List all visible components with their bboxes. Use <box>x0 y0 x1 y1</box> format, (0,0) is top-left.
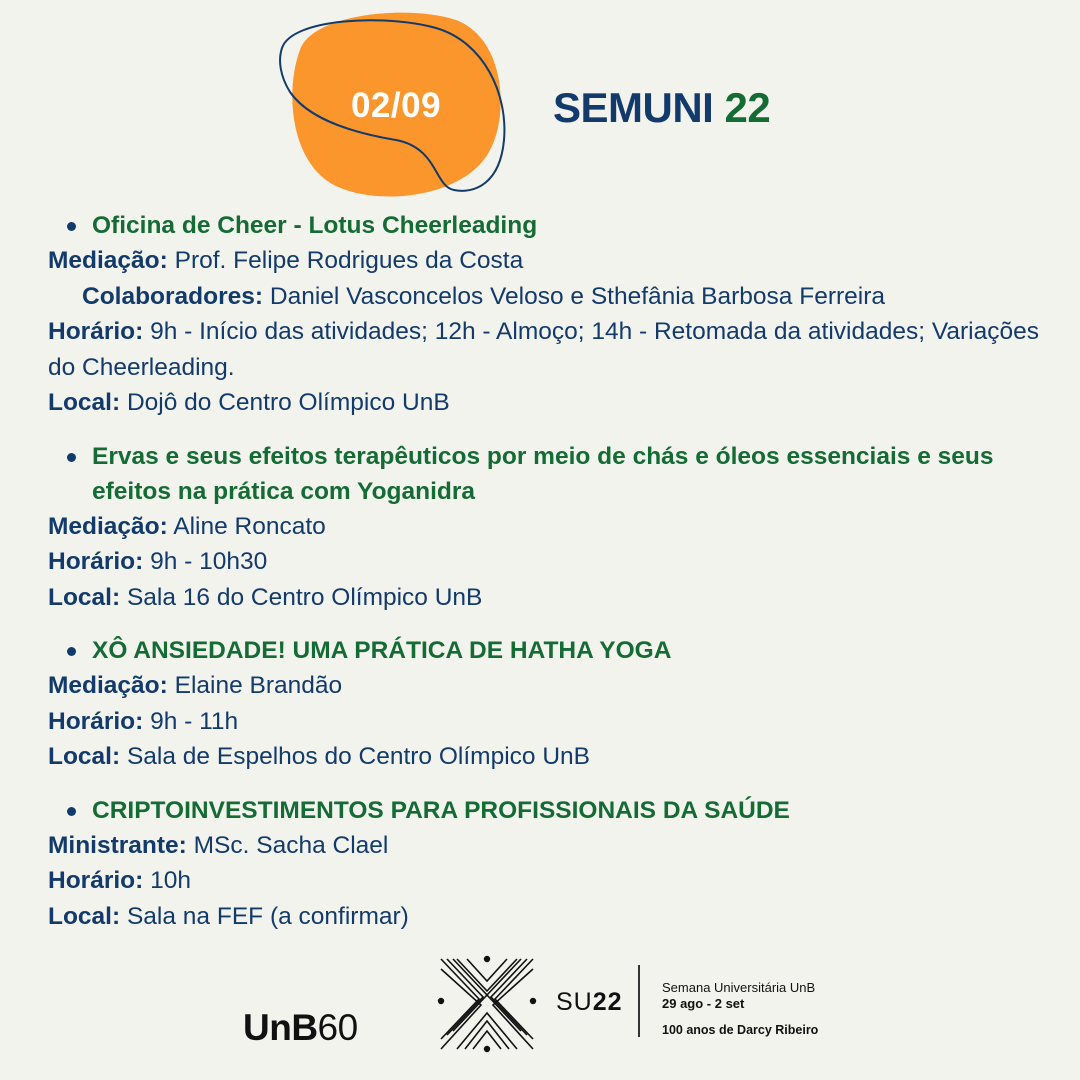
unb-number: 60 <box>317 1007 358 1048</box>
local-label: Local: <box>48 583 121 611</box>
mediacao-value: Aline Roncato <box>167 512 326 540</box>
horario-label: Horário: <box>48 707 144 735</box>
ministrante-label: Ministrante: <box>48 831 187 859</box>
local-value: Sala na FEF (a confirmar) <box>120 902 409 930</box>
semana-x-logo-icon <box>437 955 537 1053</box>
semana-dates: 29 ago - 2 set <box>662 996 745 1011</box>
mediacao-line <box>48 668 1048 704</box>
mediacao-label: Mediação: <box>48 512 168 540</box>
event-title-text: XÔ ANSIEDADE! UMA PRÁTICA DE HATHA YOGA <box>92 637 672 664</box>
colaboradores-line <box>48 279 1048 315</box>
footer-divider <box>638 965 640 1037</box>
horario-label: Horário: <box>48 318 144 345</box>
local-line <box>48 899 1048 935</box>
event-title-text: Ervas e seus efeitos terapêuticos por meio de chás e óleos essenciais e seus efeitos na prática com Yoganidra <box>92 442 994 505</box>
events-list <box>48 208 1048 952</box>
mediacao-value: Prof. Felipe Rodrigues da Costa <box>167 247 524 274</box>
horario-line <box>48 863 1048 899</box>
ministrante-value: MSc. Sacha Clael <box>186 831 389 859</box>
local-value: Sala 16 do Centro Olímpico UnB <box>120 583 483 611</box>
horario-line <box>48 314 1048 385</box>
bullet-icon <box>67 807 76 816</box>
event-date: 02/09 <box>350 86 442 125</box>
local-value: Dojô do Centro Olímpico UnB <box>120 389 450 416</box>
su-number: 22 <box>592 988 623 1016</box>
mediacao-line <box>48 243 1048 279</box>
mediacao-label: Mediação: <box>48 672 168 699</box>
mediacao-line <box>48 509 1048 545</box>
local-label: Local: <box>48 902 121 930</box>
event-title-text: CRIPTOINVESTIMENTOS PARA PROFISSIONAIS DA SAÚDE <box>92 796 790 824</box>
unb-text: UnB <box>243 1007 318 1048</box>
brand-number: 22 <box>724 84 771 131</box>
event-ervas <box>48 439 1048 616</box>
event-cheer <box>48 208 1048 421</box>
mediacao-label: Mediação: <box>48 247 168 274</box>
local-line <box>48 385 1048 421</box>
horario-value: 9h - 10h30 <box>143 548 268 575</box>
bullet-icon <box>67 453 76 462</box>
semana-info <box>662 980 818 1038</box>
horario-line <box>48 704 1048 740</box>
mediacao-value: Elaine Brandão <box>167 672 343 699</box>
horario-value: 9h - Início das atividades; 12h - Almoço; 14h - Retomada da atividades; Variações do Cheerleading. <box>48 318 1039 381</box>
footer-logos <box>0 950 1080 1080</box>
local-label: Local: <box>48 389 121 416</box>
semuni-title <box>553 84 770 132</box>
brand-text: SEMUNI <box>553 84 714 131</box>
horario-label: Horário: <box>48 867 144 894</box>
event-title <box>48 793 1048 828</box>
unb60-logo <box>243 1007 358 1049</box>
local-value: Sala de Espelhos do Centro Olímpico UnB <box>120 743 590 770</box>
ministrante-line <box>48 828 1048 864</box>
su22-logo <box>556 988 623 1017</box>
event-title <box>48 633 1048 668</box>
horario-label: Horário: <box>48 548 144 575</box>
event-title-text: Oficina de Cheer - Lotus Cheerleading <box>92 212 538 239</box>
local-label: Local: <box>48 743 121 770</box>
event-cripto <box>48 793 1048 935</box>
event-hatha-yoga <box>48 633 1048 775</box>
colaboradores-value: Daniel Vasconcelos Veloso e Sthefânia Barbosa Ferreira <box>263 282 885 310</box>
horario-value: 10h <box>143 867 191 894</box>
semana-name: Semana Universitária UnB <box>662 980 816 995</box>
local-line <box>48 739 1048 775</box>
event-title <box>48 208 1048 243</box>
colaboradores-label: Colaboradores: <box>82 282 264 310</box>
bullet-icon <box>67 222 76 231</box>
bullet-icon <box>67 647 76 656</box>
horario-line <box>48 544 1048 580</box>
su-text: SU <box>556 988 593 1016</box>
event-title <box>48 439 1048 509</box>
horario-value: 9h - 11h <box>143 707 239 735</box>
semana-tagline: 100 anos de Darcy Ribeiro <box>662 1023 819 1037</box>
local-line <box>48 580 1048 616</box>
